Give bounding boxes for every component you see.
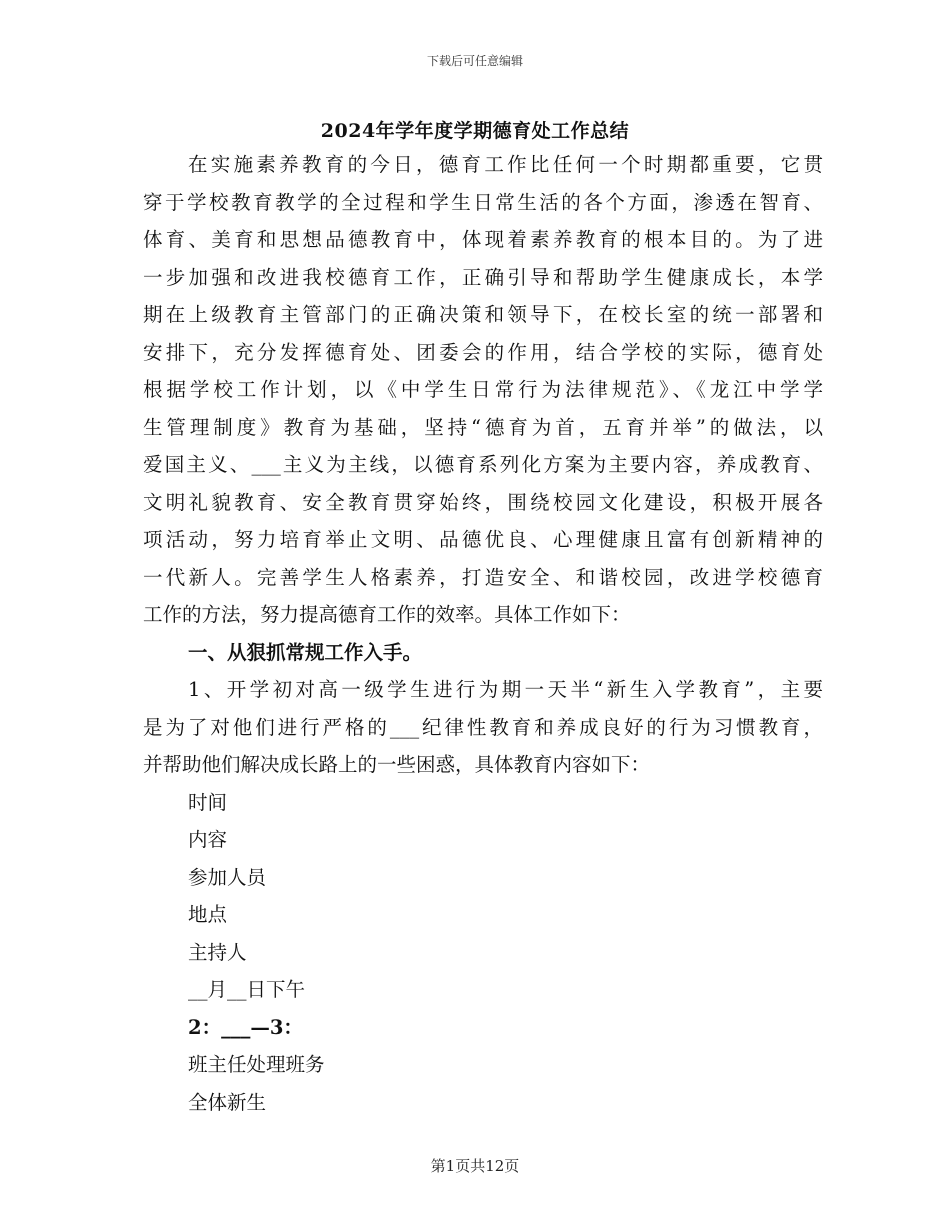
schedule-item: 地点 [188, 903, 228, 926]
schedule-item: 参加人员 [188, 865, 267, 889]
schedule-item: 内容 [188, 828, 228, 851]
paragraph-line: 安排下，充分发挥德育处、团委会的作用，结合学校的实际，德育处 [143, 340, 823, 364]
document-title: 2024年学年度学期德育处工作总结 [320, 120, 630, 142]
paragraph-line: 一代新人。完善学生人格素养，打造安全、和谐校园，改进学校德育 [143, 565, 823, 589]
schedule-item: 主持人 [188, 940, 247, 964]
header-note: 下载后可任意编辑 [426, 54, 523, 68]
paragraph-line: 是为了对他们进行严格的___纪律性教育和养成良好的行为习惯教育， [143, 715, 823, 739]
schedule-item: 班主任处理班务 [188, 1053, 325, 1076]
paragraph-line: 在实施素养教育的今日，德育工作比任何一个时期都重要，它贯 [188, 153, 823, 176]
paragraph-line: 根据学校工作计划，以《中学生日常行为法律规范》、《龙江中学学 [143, 378, 823, 401]
document-body [143, 146, 823, 1121]
schedule-time: 2：___—3： [188, 1015, 303, 1039]
paragraph-line: 穿于学校教育教学的全过程和学生日常生活的各个方面，渗透在智育、 [143, 190, 823, 214]
paragraph-line: 体育、美育和思想品德教育中，体现着素养教育的根本目的。为了进 [143, 228, 823, 251]
paragraph-line: 爱国主义、___主义为主线，以德育系列化方案为主要内容，养成教育、 [143, 453, 823, 476]
page-footer: 第1页共12页 [430, 1157, 520, 1175]
paragraph-line: 1、开学初对高一级学生进行为期一天半“新生入学教育”，主要 [188, 678, 823, 701]
paragraph-line: 项活动，努力培育举止文明、品德优良、心理健康且富有创新精神的 [143, 528, 823, 551]
schedule-item: 时间 [188, 790, 228, 814]
paragraph-line: 并帮助他们解决成长路上的一些困惑，具体教育内容如下： [143, 753, 651, 776]
paragraph-line: 工作的方法，努力提高德育工作的效率。具体工作如下： [143, 603, 631, 626]
schedule-item: 全体新生 [188, 1090, 267, 1114]
paragraph-line: 一步加强和改进我校德育工作，正确引导和帮助学生健康成长，本学 [143, 265, 823, 289]
paragraph-line: 文明礼貌教育、安全教育贯穿始终，围绕校园文化建设，积极开展各 [143, 490, 823, 514]
section-heading: 一、从狠抓常规工作入手。 [188, 640, 423, 664]
paragraph-line: 期在上级教育主管部门的正确决策和领导下，在校长室的统一部署和 [143, 303, 823, 326]
paragraph-line: 生管理制度》教育为基础，坚持“德育为首，五育并举”的做法，以 [143, 415, 823, 439]
schedule-item: __月__日下午 [188, 978, 306, 1001]
